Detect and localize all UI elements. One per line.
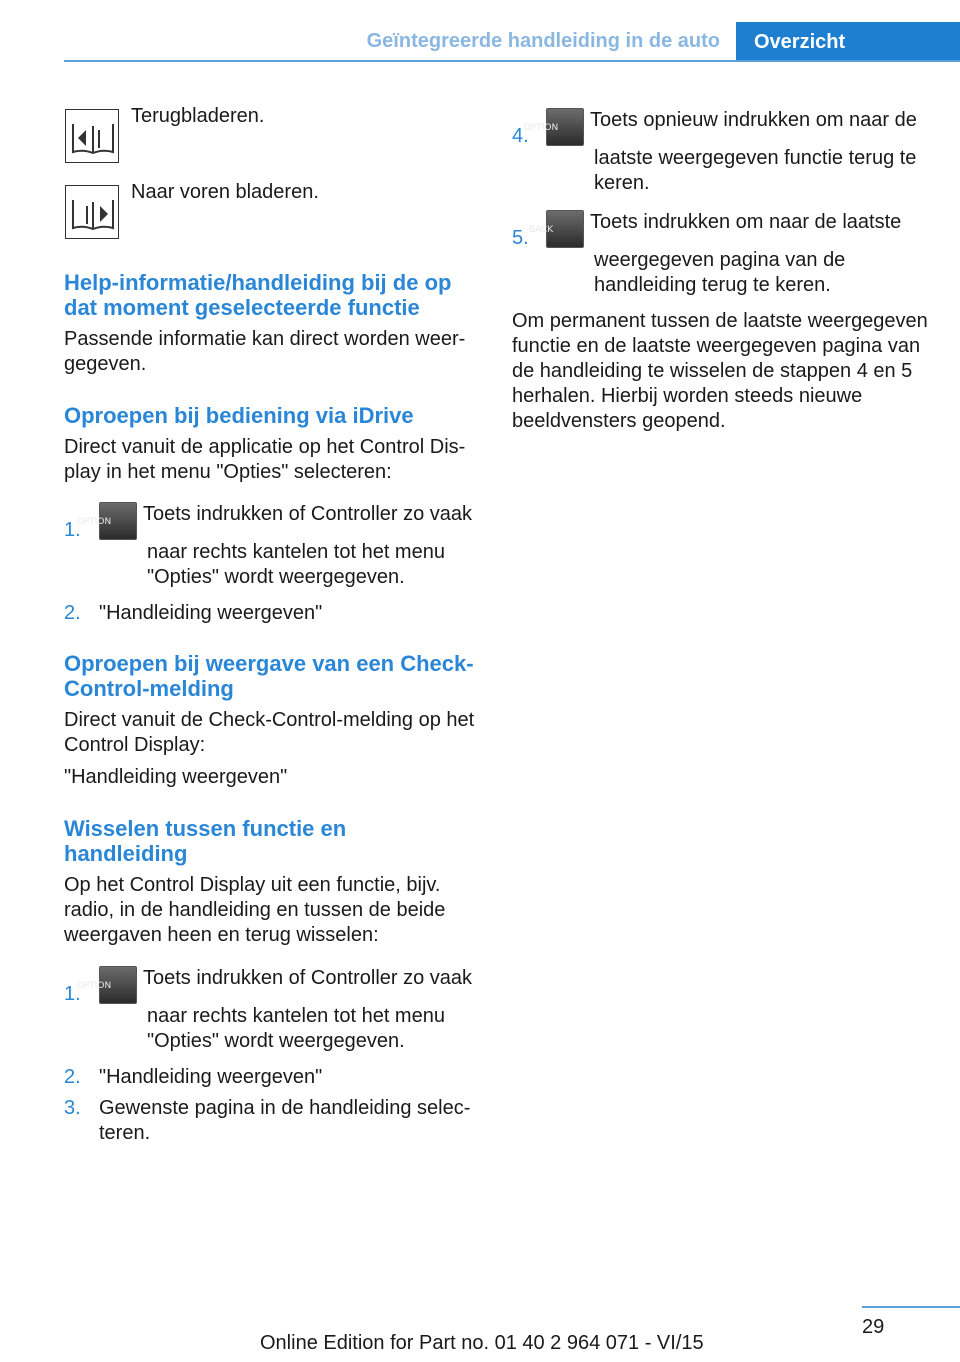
- heading-check-control: Oproepen bij weergave van een Check-Control-melding: [64, 651, 474, 701]
- heading-switch: Wisselen tussen functie en handleiding: [64, 816, 347, 866]
- list2-num-2: 2.: [64, 1066, 81, 1088]
- list2-item-1: [76, 966, 484, 1054]
- paragraph-handleiding: "Handleiding weergeven": [64, 766, 288, 788]
- list3-item-4: [523, 108, 932, 196]
- paragraph-permanent-switch: Om permanent tussen de laatste weergegeven functie en de laatste weergegeven pagina van de handleiding te wisselen de stappen 4 en 5 herhalen. Hierbij worden steeds nieuwe beeldvensters geopend.: [512, 310, 928, 432]
- page-back-label: Terugbladeren.: [131, 105, 265, 127]
- option-button-icon: OPTION: [99, 966, 137, 1004]
- list2-num-3: 3.: [64, 1097, 81, 1119]
- back-button-icon: BACK: [546, 210, 584, 248]
- list1-num-1: 1.: [64, 519, 81, 541]
- list3-text-5: Toets indrukken om naar de laatste weergegeven pagina van de handleiding terug te keren.: [590, 211, 902, 296]
- list3-num-5: 5.: [512, 227, 529, 249]
- list2-text-3: Gewenste pagina in de handleiding selecteren.: [99, 1097, 471, 1144]
- list1-text-2: "Handleiding weergeven": [99, 602, 323, 624]
- header-rule: [64, 60, 960, 62]
- list1-item-1: [76, 502, 484, 590]
- paragraph-check-control: Direct vanuit de Check-Control-melding op het Control Display:: [64, 709, 475, 756]
- page-back-icon: [65, 109, 119, 163]
- page-number: 29: [862, 1316, 885, 1338]
- list3-text-4: Toets opnieuw indrukken om naar de laatste weergegeven functie terug te keren.: [590, 109, 917, 194]
- running-header-tab: [736, 22, 960, 62]
- footer-edition: Online Edition for Part no. 01 40 2 964 071 - VI/15: [260, 1332, 704, 1354]
- paragraph-idrive: Direct vanuit de applicatie op het Control Display in het menu "Opties" selecteren:: [64, 436, 466, 483]
- header-tab-label: Overzicht: [754, 31, 846, 53]
- footer-rule: [862, 1306, 960, 1308]
- list2-num-1: 1.: [64, 983, 81, 1005]
- list2-text-2: "Handleiding weergeven": [99, 1066, 323, 1088]
- running-header-section: Geïntegreerde handleiding in de auto: [366, 30, 720, 52]
- list3-num-4: 4.: [512, 125, 529, 147]
- page-forward-icon: [65, 185, 119, 239]
- list3-item-5: [528, 210, 932, 298]
- list1-text-1: Toets indrukken of Controller zo vaak naar rechts kantelen tot het menu "Opties" wordt weergegeven.: [143, 503, 473, 588]
- heading-help-info: Help-informatie/handleiding bij de op dat moment geselecteerde functie: [64, 270, 452, 320]
- list1-num-2: 2.: [64, 602, 81, 624]
- paragraph-switch: Op het Control Display uit een functie, bijv. radio, in de handleiding en tussen de beide weergaven heen en terug wisselen:: [64, 874, 446, 946]
- paragraph-direct-info: Passende informatie kan direct worden weergegeven.: [64, 328, 466, 375]
- heading-idrive: Oproepen bij bediening via iDrive: [64, 403, 414, 428]
- option-button-icon: OPTION: [546, 108, 584, 146]
- option-button-icon: OPTION: [99, 502, 137, 540]
- list2-text-1: Toets indrukken of Controller zo vaak naar rechts kantelen tot het menu "Opties" wordt weergegeven.: [143, 967, 473, 1052]
- page-forward-label: Naar voren bladeren.: [131, 181, 319, 203]
